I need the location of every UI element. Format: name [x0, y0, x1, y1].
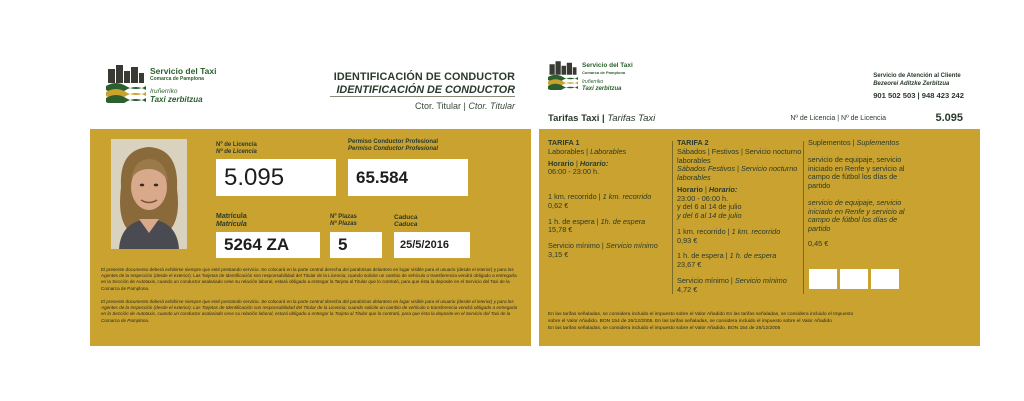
tariff-title-bar [539, 107, 980, 129]
tariff-1-schedule-eu: Horario: [579, 158, 609, 168]
tariff-1-schedule-label: Horario | Horario: [548, 158, 609, 168]
tariff-1-min-price: 3,15 € [548, 249, 569, 259]
supplements-text-eu: servicio de equipaje, servicio iniciado en Renfe y servicio al campo de fútbol los días de partido [808, 197, 905, 233]
tariff-title-es: Tarifas Taxi [548, 113, 600, 124]
vat-footnote-line: sobre el Valor Añadido. BON 154 de 26/12/2005. En las tarifas señaladas, se considera incluido el impuesto sobre el Valor Añadido [548, 319, 832, 325]
expiry-label-es: Caduca [394, 214, 418, 221]
card-title-eu: IDENTIFICACIÓN DE CONDUCTOR [336, 84, 515, 96]
driver-photo [111, 139, 187, 249]
tariff-1-name: TARIFA 1 [548, 138, 580, 147]
plate-number: 5264 ZA [216, 232, 320, 258]
tariff-1-km-es: 1 km. recorrido [548, 192, 597, 201]
customer-service-block [873, 73, 964, 100]
supplements-title-eu: Suplementos [856, 138, 900, 147]
tariff-1-km-label: 1 km. recorrido | 1 km. recorrido [548, 192, 652, 201]
brand-subtitle: Comarca de Pamplona [582, 69, 626, 75]
vat-footnote-line: En las tarifas señaladas, se considera incluido el impuesto sobre el Valor Añadido. BON 154 de 26/12/2005 [548, 326, 781, 332]
brand-basque-line2: Taxi zerbitzua [150, 95, 203, 104]
tariff-title [548, 113, 655, 124]
plate-label [216, 213, 247, 229]
tariff-1-column [548, 139, 670, 260]
holder-role-es: Ctor. Titular [415, 101, 462, 111]
tariff-2-schedule-label: Horario | Horario: [677, 184, 738, 194]
column-divider [672, 141, 673, 294]
tariff-2-july-eu: y del 6 al 14 de julio [677, 211, 742, 220]
tariff-1-hours: 06:00 - 23:00 h. [548, 167, 600, 177]
seats-label [330, 214, 357, 228]
tariff-2-km-label: 1 km. recorrido | 1 km. recorrido [677, 226, 781, 236]
brand-logo [548, 61, 633, 92]
supplements-title: Suplementos | Suplementos [808, 138, 900, 147]
tariff-2-km-es: 1 km. recorrido [677, 226, 726, 236]
tariff-1-km-eu: 1 km. recorrido [602, 192, 652, 201]
supplements-text-es: servicio de equipaje, servicio iniciado en Renfe y servicio al campo de fútbol los días de partido [808, 154, 905, 190]
tariff-2-wait-es: 1 h. de espera [677, 251, 724, 261]
column-divider [803, 141, 804, 294]
expiry-label [394, 214, 417, 229]
seats-label-es: Nº Plazas [330, 214, 357, 220]
tariff-1-days: Laborables | Laborables [548, 146, 627, 156]
tariff-2-wait-eu: 1 h. de espera [729, 251, 777, 261]
card-title-es: IDENTIFICACIÓN DE CONDUCTOR [333, 71, 515, 83]
expiry-date: 25/5/2016 [394, 232, 470, 258]
tariff-1-days-eu: Laborables [590, 146, 627, 156]
plate-label-es: Matrícula [216, 213, 247, 220]
tariff-2-schedule-eu: Horario: [708, 184, 738, 194]
brand-subtitle: Comarca de Pamplona [150, 75, 204, 82]
expiry-label-eu: Caduca [394, 221, 418, 229]
tariff-1-min-eu: Servicio mínimo [605, 241, 658, 250]
customer-service-eu: Bezeorei Aditzke Zerbitzua [873, 80, 950, 87]
supplements-column [808, 139, 918, 249]
vat-footnote [548, 311, 973, 332]
blank-box [840, 269, 868, 289]
tariff-2-wait-price: 23,67 € [677, 260, 702, 269]
legal-notice-es: El presente documento deberá exhibirse siempre que esté prestando servicio. Se colocará en la parte central derecha del parabrisas delantero en lugar visible para el usuario (desde el interior) y para los Agentes de la Inspección (desde el exterior). Las Tarjetas de Identificación son responsabilidad del Titular de la Licencia; cuando solicite un cambio de vehículo o transferencia vendrá obligado a entregarla en la Sección de Autotaxis, cuando un conductor asalariado cese su relación laboral, estará obligado a entregar la Tarjeta al Titular que lo contrató, para que ésta la deposite en el Servicio del Taxi de la Comarca de Pamplona. [101, 267, 517, 291]
vat-footnote-line: En las tarifas señaladas, se considera incluido el impuesto sobre el Valor Añadido En las tarifas señaladas, se considera incluido el Impuesto [548, 312, 854, 317]
tariff-1-wait-price: 15,78 € [548, 225, 573, 235]
tariff-title-eu: Tarifas Taxi [607, 113, 656, 124]
tariff-2-min-eu: Servicio mínimo [734, 275, 787, 285]
tariff-2-july-es: y del 6 al 14 de julio [677, 202, 742, 212]
brand-title: Servicio del Taxi [150, 66, 217, 76]
tariff-2-name: TARIFA 2 [677, 138, 709, 147]
customer-service-es: Servicio de Atención al Cliente [873, 73, 961, 79]
brand-basque-line2: Taxi zerbitzua [582, 85, 622, 92]
tariff-title-separator: | [599, 113, 608, 124]
licence-number: 5.095 [935, 112, 963, 124]
seats-number: 5 [330, 232, 382, 258]
driver-id-card-front [90, 52, 531, 346]
plate-label-eu: Matrícula [216, 221, 247, 229]
licence-label: Nº de Licencia | Nº de Licencia [790, 115, 886, 122]
tariff-1-min-es: Servicio mínimo [548, 241, 600, 250]
licence-label-eu: Nº de Licencia [216, 148, 257, 155]
tariff-1-wait-es: 1 h. de espera [548, 216, 595, 226]
tariff-2-days-es: Sábados | Festivos | Servicio nocturno laborables [677, 146, 802, 165]
legal-notice-eu: El presente documento deberá exhibirse siempre que esté prestando servicio. Se colocará en la parte central derecha del parabrisas delantero en lugar visible para el usuario (desde el interior) y para los Agentes de la Inspección (desde el exterior). Las Tarjetas de Identificación son responsabilidad del Titular de la Licencia; cuando solicite un cambio de vehículo o transferencia vendrá obligado a entregarla en la Sección de Autotaxis, cuando un conductor asalariado cese su relación laboral, estará obligado a entregar la Tarjeta al Titular que lo contrató, para que ésta la deposite en el Servicio del Taxi de la Comarca de Pamplona. [101, 299, 518, 323]
licence-number: 5.095 [216, 159, 336, 196]
tariff-2-min-price: 4,72 € [677, 284, 698, 294]
tariff-1-min-label: Servicio mínimo | Servicio mínimo [548, 241, 658, 250]
permit-label-eu: Permiso Conductor Profesional [348, 145, 439, 152]
tariff-1-schedule-es: Horario [548, 158, 574, 168]
card-header [539, 52, 980, 107]
blank-box [871, 269, 899, 289]
tariff-1-wait-label: 1 h. de espera | 1h. de espera [548, 216, 646, 226]
tariff-2-hours: 23:00 - 06:00 h. [677, 193, 729, 203]
tariff-2-km-eu: 1 km. recorrido [731, 226, 781, 236]
holder-role [334, 101, 515, 111]
holder-role-separator: | [461, 101, 469, 111]
tariff-2-km-price: 0,93 € [677, 235, 698, 245]
brand-title: Servicio del Taxi [582, 62, 633, 69]
taxi-logo-icon [106, 65, 146, 103]
tariff-2-schedule-es: Horario [677, 184, 703, 194]
seats-label-eu: Nº Plazas [330, 220, 357, 227]
brand-logo [106, 65, 216, 104]
supplements-title-es: Suplementos [808, 138, 851, 147]
tariff-2-days-eu: Sábados Festivos | Servicio nocturno laborables [677, 164, 798, 182]
licence-label [216, 142, 257, 156]
holder-role-eu: Ctor. Titular [468, 101, 515, 111]
tariff-1-wait-eu: 1h. de espera [600, 216, 646, 226]
tariff-2-min-label: Servicio mínimo | Servicio mínimo [677, 275, 787, 285]
permit-label [348, 139, 438, 153]
customer-service-phones: 901 502 503 | 948 423 242 [873, 91, 964, 100]
card-header [90, 52, 531, 129]
brand-basque-line1: Iruñerriko [582, 78, 604, 85]
tariff-1-km-price: 0,62 € [548, 200, 569, 210]
permit-label-es: Permiso Conductor Profesional [348, 139, 439, 145]
permit-number: 65.584 [348, 159, 468, 196]
blank-box [809, 269, 837, 289]
tariff-1-days-es: Laborables [548, 146, 585, 156]
taxi-logo-icon [548, 61, 578, 90]
tariff-2-column [677, 139, 802, 294]
brand-basque-line1: Iruñerriko [150, 87, 178, 95]
tariff-2-wait-label: 1 h. de espera | 1 h. de espera [677, 251, 777, 261]
tariff-card-back [539, 52, 980, 346]
title-divider [330, 96, 515, 97]
supplements-price: 0,45 € [808, 238, 829, 248]
licence-label-es: Nº de Licencia [216, 142, 257, 148]
tariff-2-min-es: Servicio mínimo [677, 275, 729, 285]
card-title-block [334, 71, 515, 111]
